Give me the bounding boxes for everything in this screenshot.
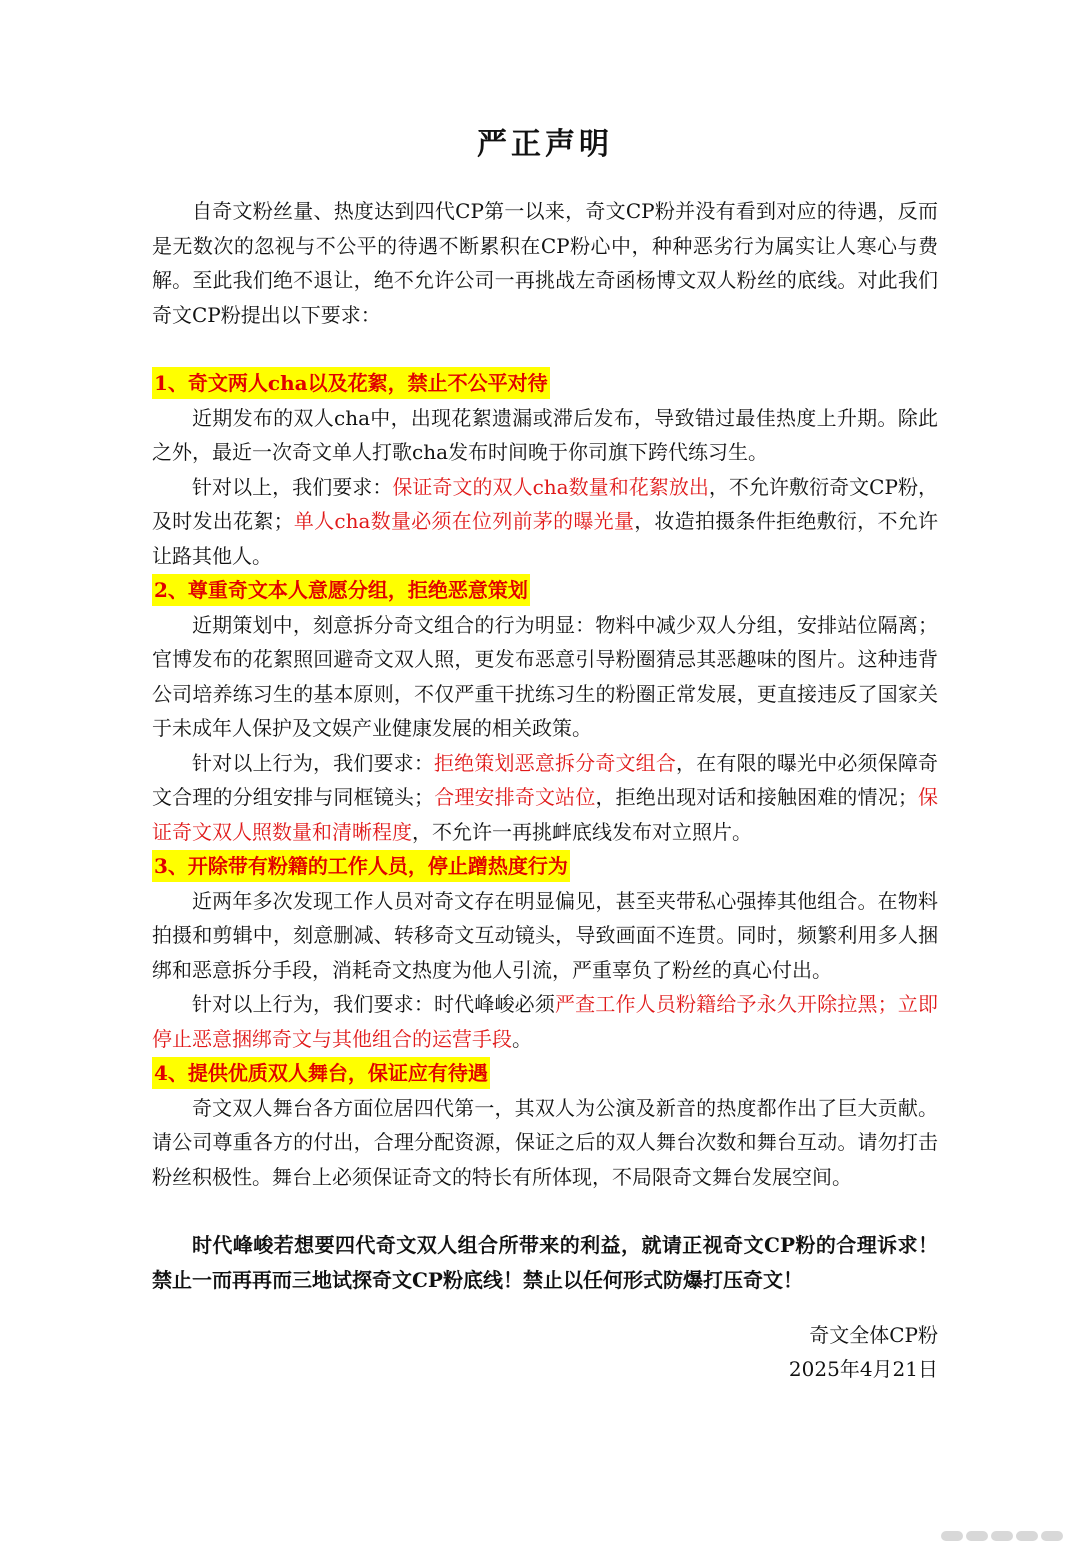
section-2-demand-highlight-2: 合理安排奇文站位 — [434, 785, 596, 809]
section-4-paragraph-1: 奇文双人舞台各方面位居四代第一，其双人为公演及新音的热度都作出了巨大贡献。请公司尊重各方的付出，合理分配资源，保证之后的双人舞台次数和舞台互动。请勿打击粉丝积极性。舞台上必须保证奇文的特长有所体现，不局限奇文舞台发展空间。 — [152, 1095, 938, 1189]
watermark-block — [941, 1531, 963, 1541]
section-1-heading: 1、奇文两人cha以及花絮，禁止不公平对待 — [152, 367, 550, 399]
document-title: 严正声明 — [477, 127, 613, 162]
section-3-heading: 3、开除带有粉籍的工作人员，停止蹭热度行为 — [152, 850, 570, 882]
section-3-heading-row — [152, 849, 938, 884]
section-2-heading: 2、尊重奇文本人意愿分组，拒绝恶意策划 — [152, 574, 530, 606]
section-3-paragraph-2 — [152, 987, 938, 1056]
spacer — [152, 332, 938, 366]
watermark-block — [1016, 1531, 1038, 1541]
watermark-block — [966, 1531, 988, 1541]
section-2-paragraph-2 — [152, 746, 938, 850]
section-1-demand-highlight-1: 保证奇文的双人cha数量和花絮放出 — [392, 474, 709, 499]
section-1-paragraph-1: 近期发布的双人cha中，出现花絮遗漏或滞后发布，导致错过最佳热度上升期。除此之外，最近一次奇文单人打歌cha发布时间晚于你司旗下跨代练习生。 — [152, 405, 938, 464]
section-1-demand-text-1: ，不允许敷衍奇文CP粉，及时发出花絮； — [152, 474, 938, 533]
closing-statement: 时代峰峻若想要四代奇文双人组合所带来的利益，就请正视奇文CP粉的合理诉求！禁止一而再再而三地试探奇文CP粉底线！禁止以任何形式防爆打压奇文！ — [152, 1233, 938, 1292]
watermark — [938, 1526, 1068, 1540]
section-4-heading-row — [152, 1056, 938, 1091]
section-1-demand-text-2: ，妆造拍摄条件拒绝敷衍，不允许让路其他人。 — [152, 509, 938, 568]
signature-date: 2025年4月21日 — [788, 1357, 938, 1381]
watermark-block — [991, 1531, 1013, 1541]
section-3-demand-end: 。 — [512, 1026, 532, 1051]
section-2-demand-text-1: ，在有限的曝光中必须保障奇文合理的分组安排与同框镜头； — [152, 750, 939, 809]
watermark-block — [1041, 1531, 1063, 1541]
section-2-demand-text-3: ，不允许一再挑衅底线发布对立照片。 — [412, 819, 752, 844]
section-1-heading-row — [152, 366, 938, 401]
section-1-demand-highlight-2: 单人cha数量必须在位列前茅的曝光量 — [293, 509, 635, 533]
section-1-paragraph-2 — [152, 470, 938, 574]
section-2-heading-row — [152, 573, 938, 608]
statement-document — [152, 118, 938, 1317]
section-2-demand-text-2: ，拒绝出现对话和接触困难的情况； — [595, 785, 918, 809]
section-2-demand-highlight-1: 拒绝策划恶意拆分奇文组合 — [434, 750, 676, 775]
intro-paragraph: 自奇文粉丝量、热度达到四代CP第一以来，奇文CP粉并没有看到对应的待遇，反而是无数次的忽视与不公平的待遇不断累积在CP粉心中，种种恶劣行为属实让人寒心与费解。至此我们绝不退让，绝不允许公司一再挑战左奇函杨博文双人粉丝的底线。对此我们奇文CP粉提出以下要求： — [152, 199, 938, 327]
section-4-heading: 4、提供优质双人舞台，保证应有待遇 — [152, 1057, 490, 1089]
section-3-paragraph-1: 近两年多次发现工作人员对奇文存在明显偏见，甚至夹带私心强捧其他组合。在物料拍摄和剪辑中，刻意删减、转移奇文互动镜头，导致画面不连贯。同时，频繁利用多人捆绑和恶意拆分手段，消耗奇文热度为他人引流，严重辜负了粉丝的真心付出。 — [152, 888, 938, 982]
section-3-demand-highlight: 严查工作人员粉籍给予永久开除拉黑；立即停止恶意捆绑奇文与其他组合的运营手段 — [152, 992, 938, 1051]
signature-author: 奇文全体CP粉 — [809, 1323, 938, 1347]
section-2-demand-intro: 针对以上行为，我们要求： — [192, 750, 434, 775]
section-3-demand-intro: 针对以上行为，我们要求：时代峰峻必须 — [192, 992, 555, 1016]
section-2-demand-highlight-3: 保证奇文双人照数量和清晰程度 — [152, 785, 939, 844]
section-2-paragraph-1: 近期策划中，刻意拆分奇文组合的行为明显：物料中减少双人分组，安排站位隔离；官博发布的花絮照回避奇文双人照，更发布恶意引导粉圈猜忌其恶趣味的图片。这种违背公司培养练习生的基本原则，不仅严重干扰练习生的粉圈正常发展，更直接违反了国家关于未成年人保护及文娱产业健康发展的相关政策。 — [152, 612, 938, 740]
signature-block — [789, 1318, 938, 1386]
section-1-demand-intro: 针对以上，我们要求： — [192, 474, 393, 499]
